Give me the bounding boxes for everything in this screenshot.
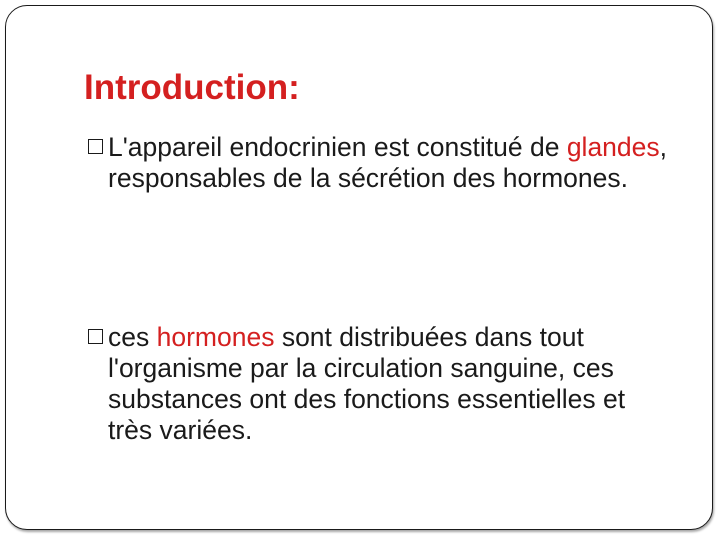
bullet-box-icon <box>88 139 103 154</box>
bullet-1-keyword: glandes <box>566 132 660 162</box>
bullet-point-2 <box>88 322 668 446</box>
bullet-2-text-a: ces <box>108 322 157 352</box>
bullet-1-text-a: L'appareil endocrinien est constitué de <box>108 132 567 162</box>
slide-frame <box>5 5 713 530</box>
slide-title: Introduction: <box>84 68 300 107</box>
bullet-box-icon <box>88 329 103 344</box>
bullet-2-text-b: sont distribuées dans tout l'organisme par la circulation sanguine, ces substances ont des fonctions essentielles et très variées. <box>108 322 626 445</box>
bullet-2-keyword: hormones <box>156 322 275 352</box>
bullet-point-1 <box>88 132 688 194</box>
bullet-1-text-b: , responsables de la sécrétion des hormones. <box>108 132 668 193</box>
